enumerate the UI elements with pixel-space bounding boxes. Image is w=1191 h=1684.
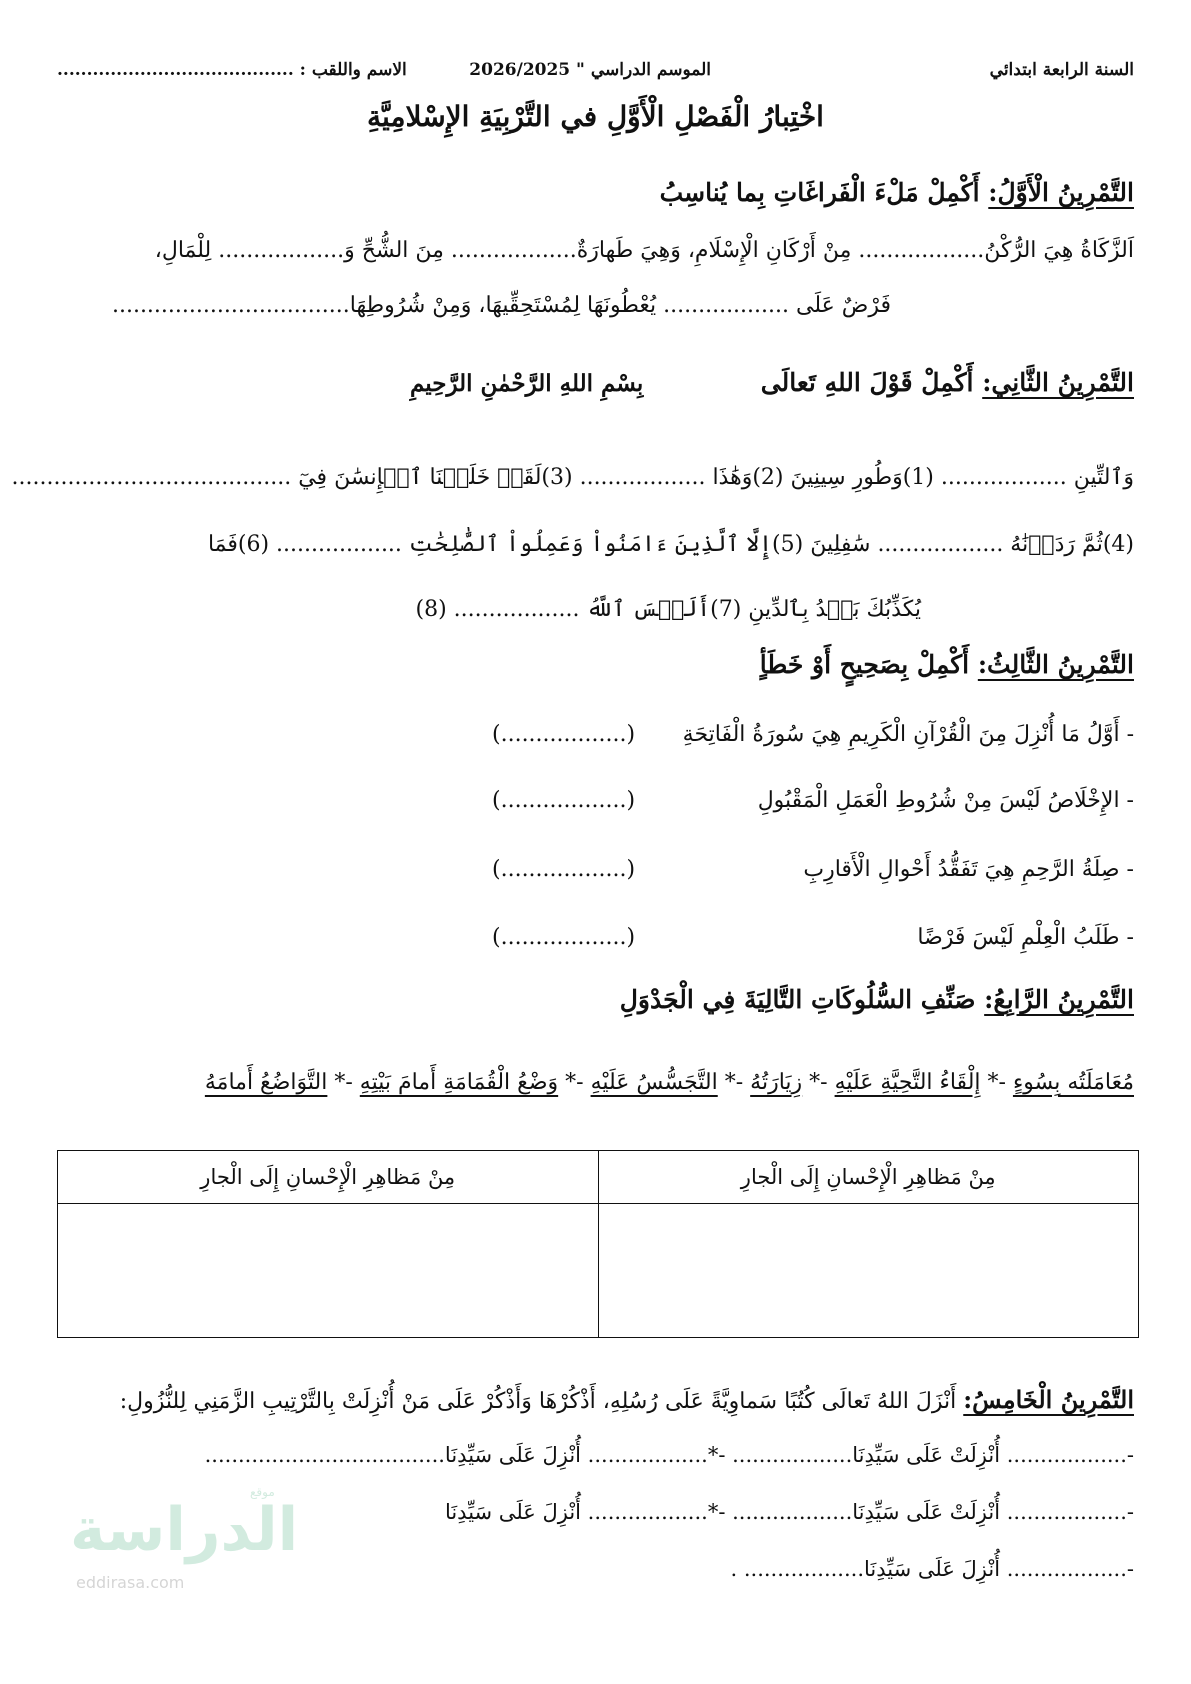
tf-statement: - طَلَبُ الْعِلْمِ لَيْسَ فَرْضًا bbox=[917, 925, 1134, 950]
grade-level: السنة الرابعة ابتدائي bbox=[989, 60, 1134, 80]
exercise-5-line-1[interactable]: -.................. أُنْزِلَتْ عَلَى سَيِّدِنَا.................. -*.................. أُنْزِلَ عَلَى سَيِّدِنَا.................................... bbox=[204, 1443, 1134, 1467]
school-year: الموسم الدراسي " 2026/2025 bbox=[469, 60, 711, 80]
tf-answer-blank[interactable]: (..................) bbox=[492, 722, 636, 747]
watermark-small-text: موقع bbox=[250, 1485, 275, 1499]
exercise-3-label: التَّمْرِينُ الثَّالِثُ: bbox=[977, 650, 1134, 679]
exercise-4-instruction: صَنِّفِ السُّلُوكَاتِ التَّالِيَةَ فِي الْجَدْوَلِ bbox=[619, 985, 985, 1014]
exercise-5-line-3[interactable]: -.................. أُنْزِلَ عَلَى سَيِّدِنَا.................. . bbox=[730, 1557, 1134, 1581]
exam-title: اخْتِبارُ الْفَصْلِ الْأَوَّلِ في التَّرْبِيَةِ الإِسْلامِيَّةِ bbox=[367, 100, 824, 133]
site-watermark-logo bbox=[70, 1485, 299, 1595]
behavior-item: التَّوَاضُعُ أَمامَهُ bbox=[204, 1070, 328, 1095]
behavior-item: زِيَارَتُهُ bbox=[750, 1070, 803, 1095]
basmala: بِسْمِ اللهِ الرَّحْمٰنِ الرَّحِيمِ bbox=[410, 370, 644, 397]
behavior-item: وَضْعُ الْقُمَامَةِ أَمامَ بَيْتِهِ bbox=[359, 1070, 559, 1095]
table-cell-left[interactable] bbox=[58, 1204, 599, 1338]
behavior-separator: -* bbox=[980, 1070, 1013, 1095]
tf-answer-blank[interactable]: (..................) bbox=[492, 788, 636, 813]
exercise-2-line-3[interactable]: يُكَذِّبُكَ بَعۡدُ بِٱلدِّينِ (7)أَلَيۡسَ ٱللَّهُ .................. (8) bbox=[415, 597, 921, 622]
exercise-3-heading bbox=[760, 650, 1134, 679]
behavior-separator: -* bbox=[802, 1070, 835, 1095]
behavior-separator: -* bbox=[327, 1070, 360, 1095]
exercise-5-instruction: أَنْزَلَ اللهُ تَعالَى كُتُبًا سَماوِيَّةً عَلَى رُسُلِهِ، أَذْكُرْهَا وَأَذْكُرْ عَلَى مَنْ أُنْزِلَتْ بِالتَّرْتِيبِ الزَّمَنِي لِلنُّزُولِ: bbox=[119, 1389, 964, 1414]
behavior-separator: -* bbox=[717, 1070, 751, 1095]
exercise-3-instruction: أَكْمِلْ بِصَحِيحٍ أَوْ خَطَأٍ bbox=[759, 650, 978, 679]
tf-statement: - صِلَةُ الرَّحِمِ هِيَ تَفَقُّدُ أَحْوالِ الْأَقارِبِ bbox=[803, 857, 1134, 882]
tf-answer-blank[interactable]: (..................) bbox=[492, 925, 636, 950]
exercise-2-instruction: أَكْمِلْ قَوْلَ اللهِ تَعالَى bbox=[760, 368, 983, 397]
exercise-5-line-2[interactable]: -.................. أُنْزِلَتْ عَلَى سَيِّدِنَا.................. -*.................. أُنْزِلَ عَلَى سَيِّدِنَا bbox=[444, 1500, 1134, 1524]
exercise-4-label: التَّمْرِينُ الرَّابِعُ: bbox=[984, 985, 1134, 1014]
student-name-field[interactable]: الاسم واللقب : ........................................ bbox=[57, 60, 407, 80]
exercise-5-label: التَّمْرِينُ الْخَامِسُ: bbox=[963, 1385, 1134, 1414]
exercise-1-instruction: أَكْمِلْ مَلْءَ الْفَراغَاتِ بِما يُناسِبُ bbox=[659, 178, 989, 207]
table-cell-right[interactable] bbox=[598, 1204, 1139, 1338]
exercise-5-heading bbox=[120, 1385, 1134, 1414]
behavior-separator: -* bbox=[558, 1070, 591, 1095]
table-header-right: مِنْ مَظاهِرِ الْإِحْسانِ إِلَى الْجارِ bbox=[598, 1151, 1139, 1204]
exercise-4-heading bbox=[620, 985, 1134, 1014]
behavior-item: التَّجَسُّسُ عَلَيْهِ bbox=[590, 1070, 718, 1095]
watermark-url: eddirasa.com bbox=[76, 1573, 185, 1592]
tf-statement: - الإِخْلَاصُ لَيْسَ مِنْ شُرُوطِ الْعَمَلِ الْمَقْبُولِ bbox=[757, 788, 1134, 813]
exercise-1-line-1[interactable]: اَلزَّكَاةُ هِيَ الرُّكْنُ.................. مِنْ أَرْكَانِ الْإِسْلَامِ، وَهِيَ طَهارَةٌ.................. مِنَ الشُّحِّ وَ.................. لِلْمَالِ، bbox=[154, 238, 1134, 263]
exercise-1-label: التَّمْرِينُ الْأَوَّلُ: bbox=[988, 178, 1134, 207]
exercise-2-heading bbox=[761, 368, 1134, 397]
behavior-item: مُعَامَلَتُه بِسُوءٍ bbox=[1012, 1070, 1134, 1095]
exercise-2-line-2[interactable]: (4)ثُمَّ رَدَدۡنَٰهُ .................. سَٰفِلِينَ (5)إِلَّا ٱلَّذِينَ ءَامَنُواْ وَعَمِلُواْ ٱلصَّٰلِحَٰتِ .................. (6)فَمَا bbox=[207, 532, 1134, 557]
classification-table bbox=[57, 1150, 1139, 1338]
exercise-1-line-2[interactable]: فَرْضٌ عَلَى .................. يُعْطُونَهَا لِمُسْتَحِقِّيهَا، وَمِنْ شُرُوطِهَا.................................. bbox=[111, 293, 891, 318]
tf-statement: - أَوَّلُ مَا أُنْزِلَ مِنَ الْقُرْآنِ الْكَرِيمِ هِيَ سُورَةُ الْفَاتِحَةِ bbox=[682, 722, 1134, 747]
behaviors-list bbox=[205, 1070, 1134, 1095]
exercise-2-label: التَّمْرِينُ الثَّانِي: bbox=[982, 368, 1134, 397]
tf-answer-blank[interactable]: (..................) bbox=[492, 857, 636, 882]
table-header-left: مِنْ مَظاهِرِ الْإِحْسانِ إِلَى الْجارِ bbox=[58, 1151, 599, 1204]
exercise-2-line-1[interactable]: وَٱلتِّينِ .................. (1)وَطُورِ سِينِينَ (2)وَهَٰذَا .................. (3)لَقَدۡ خَلَقۡنَا ٱلۡإِنسَٰنَ فِيٓ ........................................ bbox=[11, 465, 1134, 490]
exercise-1-heading bbox=[660, 178, 1134, 207]
behavior-item: إِلْقَاءُ التَّحِيَّةِ عَلَيْهِ bbox=[834, 1070, 981, 1095]
watermark-brand-text: الدراسة bbox=[70, 1495, 299, 1565]
